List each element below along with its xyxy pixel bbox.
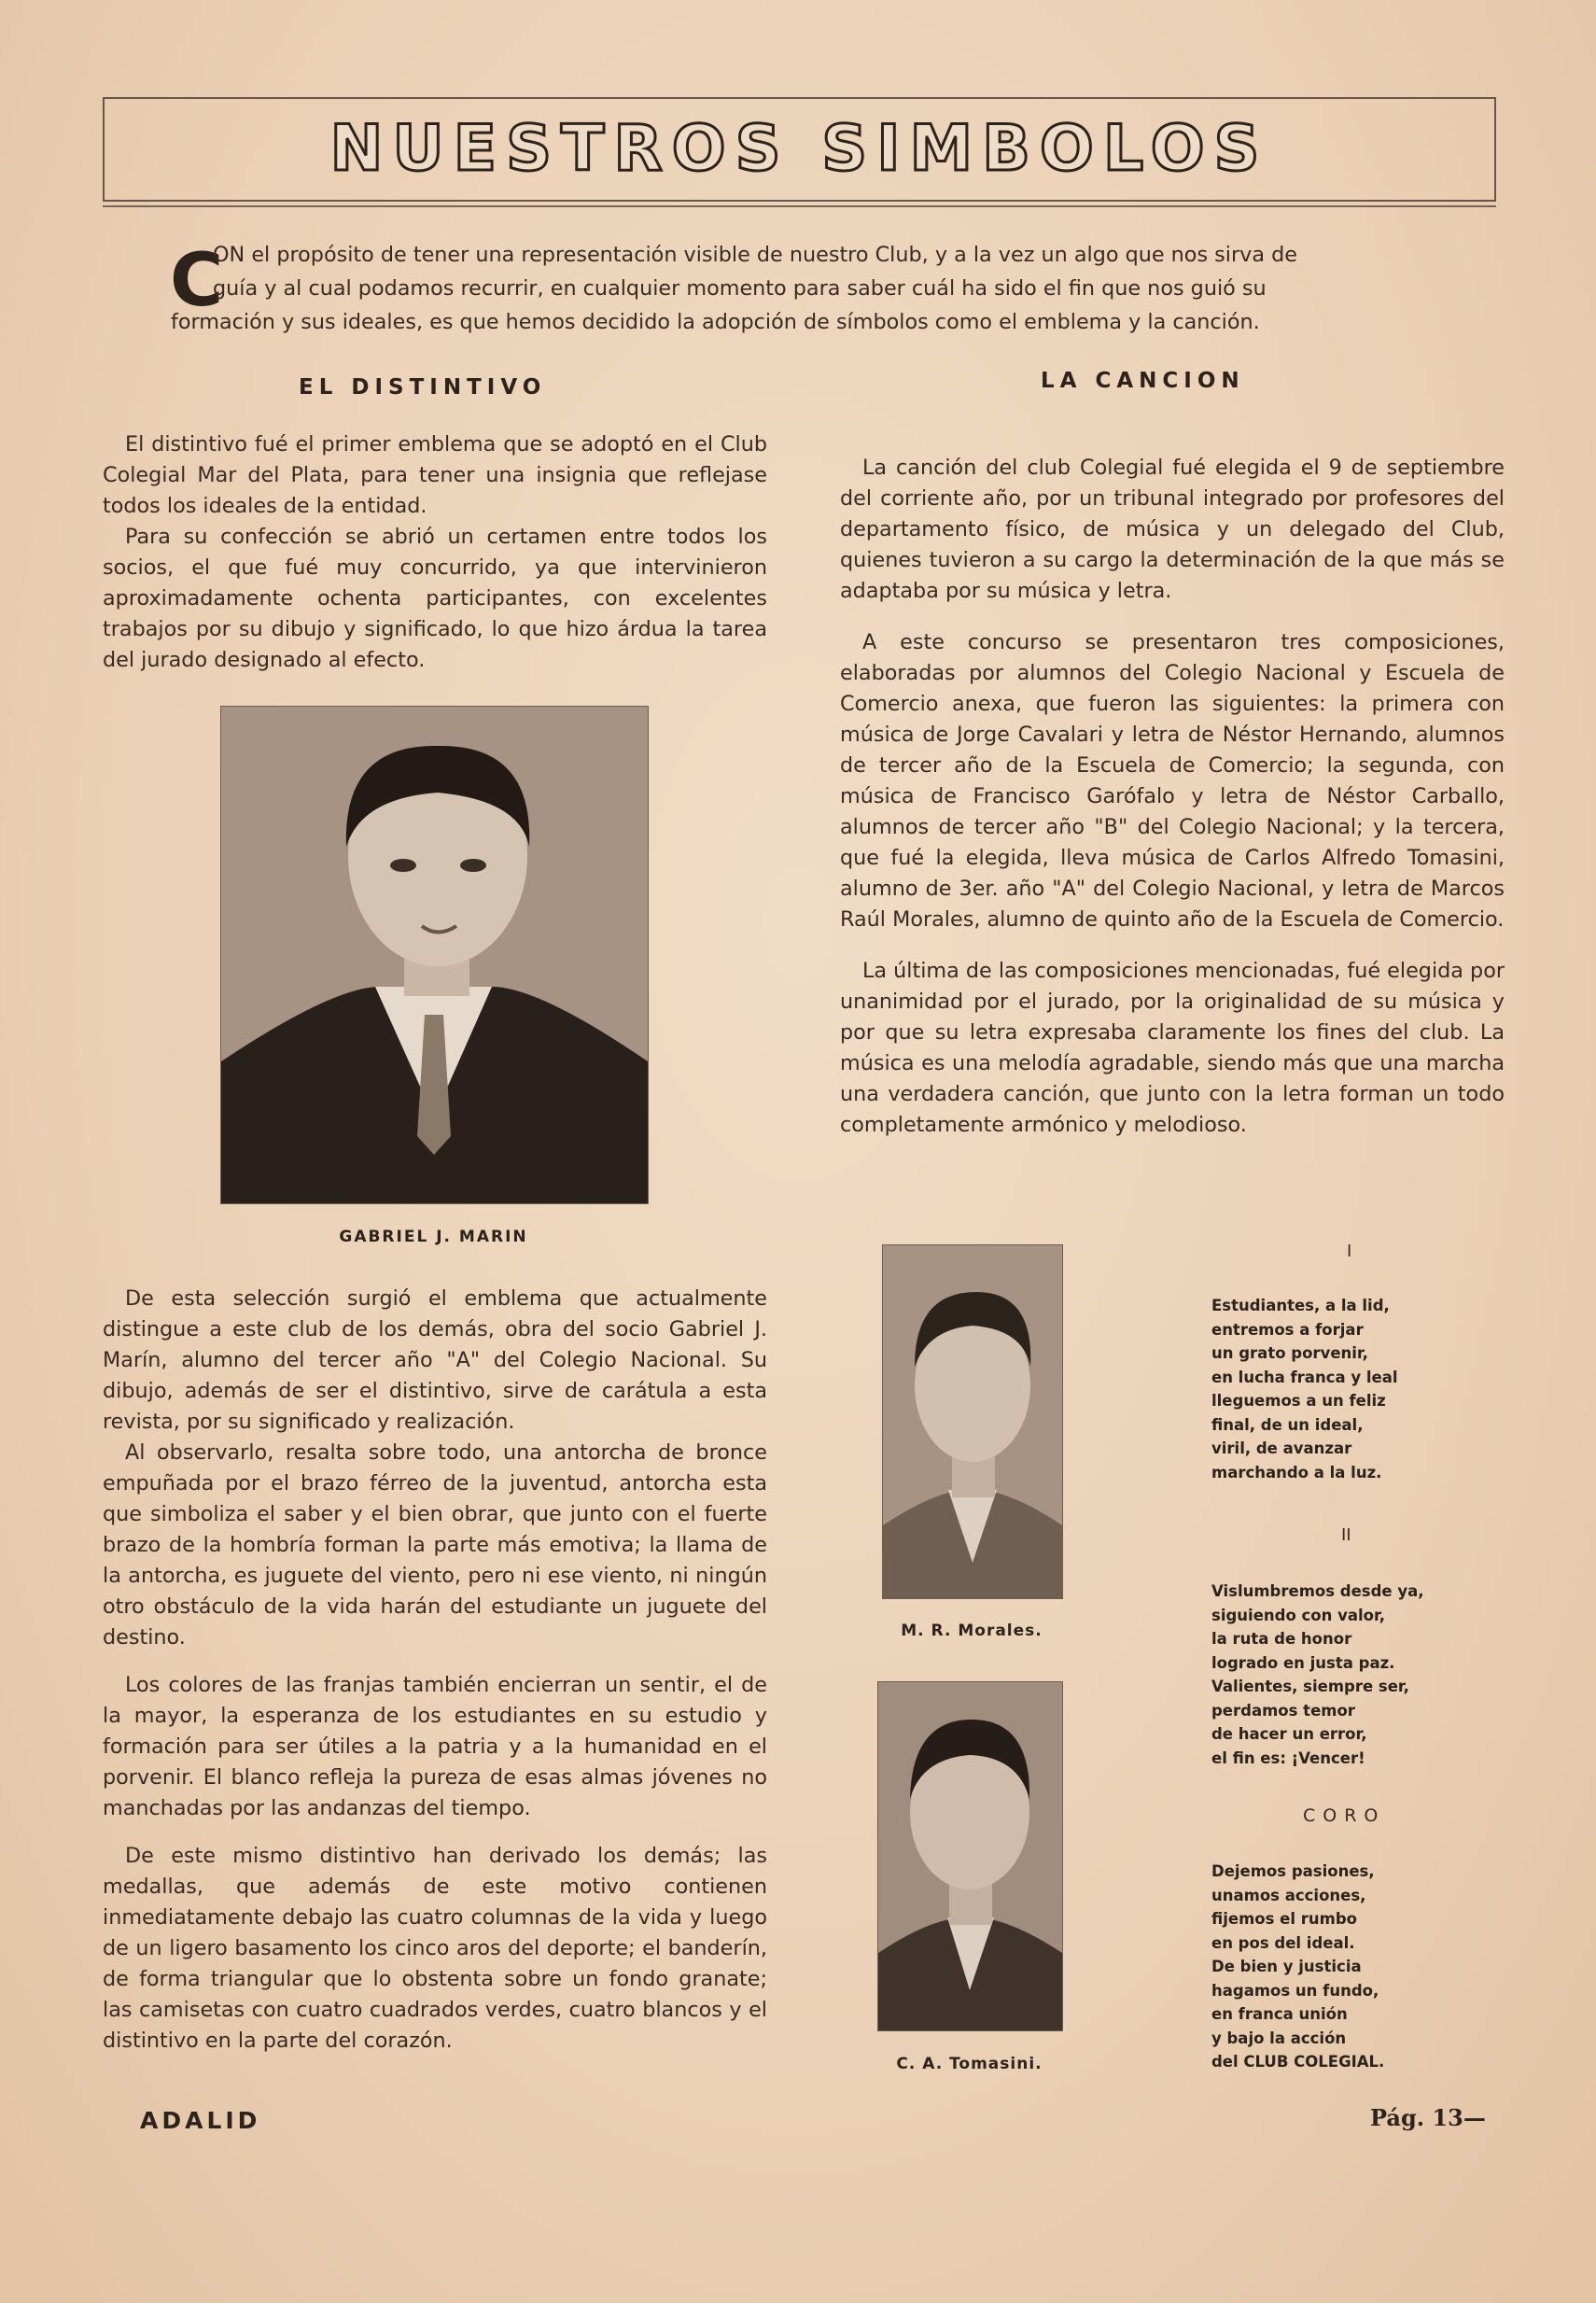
poem-line: el fin es: ¡Vencer!: [1211, 1748, 1365, 1767]
distintivo-paragraph-1: El distintivo fué el primer emblema que se adoptó en el Club Colegial Mar del Plata, para tener una insignia que reflejase todos los ideales de la entidad.: [103, 432, 767, 518]
poem-line: unamos acciones,: [1211, 1886, 1366, 1904]
poem-line: del CLUB COLEGIAL.: [1211, 2053, 1385, 2071]
poem-line: en franca unión: [1211, 2005, 1348, 2023]
poem-line: en pos del ideal.: [1211, 1933, 1355, 1952]
cancion-paragraph-1: La canción del club Colegial fué elegida el 9 de septiembre del corriente año, por un tribunal integrado por profesores del departamento físico, de música y un delegado del Club, quienes tuvieron a su cargo la determinación de la que más se adaptaba por su música y letra.: [840, 456, 1505, 603]
intro-line-3: formación y sus ideales, es que hemos decidido la adopción de símbolos como el emblema y la canción.: [171, 310, 1260, 334]
poem-line: hagamos un fundo,: [1211, 1981, 1379, 2000]
distintivo-text-top: [103, 429, 767, 676]
poem-line: Vislumbremos desde ya,: [1211, 1582, 1424, 1600]
cancion-paragraph-2: A este concurso se presentaron tres composiciones, elaboradas por alumnos del Colegio Nacional y Escuela de Comercio anexa, que fueron las siguientes: la primera con música de Jorge Cavalari y letra de Néstor Hernando, alumnos de tercer año de la Escuela de Comercio; la segunda, con música de Francisco Garófalo y letra de Néstor Carballo, alumnos de tercer año "B" del Colegio Nacional; y la tercera, que fué la elegida, lleva música de Carlos Alfredo Tomasini, alumno de 3er. año "A" del Colegio Nacional, y letra de Marcos Raúl Morales, alumno de quinto año de la Escuela de Comercio.: [840, 630, 1505, 932]
portrait-image: [221, 707, 648, 1203]
distintivo-heading: EL DISTINTIVO: [299, 375, 547, 400]
cancion-paragraph-3: La última de las composiciones mencionadas, fué elegida por unanimidad por el jurado, por la originalidad de su música y por que su letra expresaba claramente los fines del club. La música es una melodía agradable, siendo más que una marcha una verdadera canción, que junto con la letra forman un todo completamente armónico y melodioso.: [840, 959, 1505, 1137]
photo-morales: [882, 1244, 1063, 1599]
poem-stanza-1: [1211, 1294, 1482, 1484]
caption-tomasini: C. A. Tomasini.: [896, 2055, 1043, 2073]
poem-line: marchando a la luz.: [1211, 1463, 1382, 1482]
poem-line: entremos a forjar: [1211, 1320, 1364, 1339]
poem-line: perdamos temor: [1211, 1701, 1355, 1720]
poem-coro: [1211, 1860, 1482, 2074]
photo-gabriel-marin: [220, 706, 649, 1204]
poem-line: un grato porvenir,: [1211, 1344, 1368, 1362]
footer-page-number: Pág. 13—: [1370, 2104, 1486, 2131]
stanza-marker-2: II: [1341, 1525, 1351, 1545]
page-title: NUESTROS SIMBOLOS: [329, 112, 1269, 186]
intro-line-2: guía y al cual podamos recurrir, en cualquier momento para saber cuál ha sido el fin que nos guió su: [213, 276, 1267, 301]
distintivo-paragraph-4: Al observarlo, resalta sobre todo, una antorcha de bronce empuñada por el brazo férreo de la juventud, antorcha esta que simboliza el saber y el bien obrar, que junto con el fuerte brazo de la hombría forman la parte más emotiva; la llama de la antorcha, es juguete del viento, pero ni ese viento, ni ningún otro obstáculo de la vida harán del estudiante un juguete del destino.: [103, 1440, 767, 1650]
poem-line: de hacer un error,: [1211, 1725, 1367, 1743]
distintivo-paragraph-2: Para su confección se abrió un certamen entre todos los socios, el que fué muy concurrido, ya que intervinieron aproximadamente ochenta participantes, con excelentes trabajos por su dibujo y significado, lo que hizo árdua la tarea del jurado designado al efecto.: [103, 525, 767, 672]
poem-line: la ruta de honor: [1211, 1630, 1352, 1648]
distintivo-text-bottom: [103, 1284, 767, 2057]
photo-tomasini: [877, 1681, 1063, 2031]
cancion-heading: LA CANCION: [1041, 369, 1245, 393]
poem-line: Valientes, siempre ser,: [1211, 1678, 1409, 1695]
intro-dropcap: C: [170, 239, 224, 323]
portrait-image: [883, 1245, 1062, 1598]
caption-gabriel-marin: GABRIEL J. MARIN: [339, 1228, 528, 1246]
title-box: [103, 97, 1496, 202]
coro-heading: CORO: [1303, 1805, 1386, 1826]
distintivo-paragraph-5: Los colores de las franjas también encierran un sentir, el de la mayor, la esperanza de los estudiantes en su estudio y formación para ser útiles a la patria y a la humanidad en el porvenir. El blanco refleja la pureza de esas almas jóvenes no manchadas por las andanzas del tiempo.: [103, 1673, 767, 1820]
intro-line-1: ON el propósito de tener una representación visible de nuestro Club, y a la vez un algo que nos sirva de: [213, 243, 1297, 267]
poem-line: fijemos el rumbo: [1211, 1910, 1357, 1928]
poem-stanza-2: [1211, 1580, 1482, 1770]
poem-line: De bien y justicia: [1211, 1958, 1362, 1975]
poem-line: logrado en justa paz.: [1211, 1653, 1395, 1672]
poem-line: Dejemos pasiones,: [1211, 1862, 1375, 1880]
poem-line: Estudiantes, a la lid,: [1211, 1297, 1390, 1314]
poem-line: final, de un ideal,: [1211, 1415, 1364, 1434]
poem-line: viril, de avanzar: [1211, 1439, 1352, 1457]
stanza-marker-1: I: [1347, 1242, 1352, 1261]
distintivo-paragraph-3: De esta selección surgió el emblema que actualmente distingue a este club de los demás, obra del socio Gabriel J. Marín, alumno del tercer año "A" del Colegio Nacional. Su dibujo, además de ser el distintivo, sirve de carátula a esta revista, por su significado y realización.: [103, 1286, 767, 1434]
poem-line: en lucha franca y leal: [1211, 1368, 1398, 1386]
poem-line: y bajo la acción: [1211, 2029, 1347, 2047]
caption-morales: M. R. Morales.: [901, 1622, 1043, 1640]
footer-publication: ADALID: [140, 2107, 261, 2134]
cancion-text: [840, 453, 1505, 1141]
poem-line: siguiendo con valor,: [1211, 1606, 1385, 1624]
distintivo-paragraph-6: De este mismo distintivo han derivado los demás; las medallas, que además de este motivo contienen inmediatamente debajo las cuatro columnas de la vida y luego de un ligero basamento los cinco aros del deporte; el banderín, de forma triangular que lo obstenta sobre un fondo granate; las camisetas con cuatro cuadrados verdes, cuatro blancos y el distintivo en la parte del corazón.: [103, 1844, 767, 2053]
portrait-image: [878, 1682, 1062, 2030]
poem-line: lleguemos a un feliz: [1211, 1392, 1386, 1410]
